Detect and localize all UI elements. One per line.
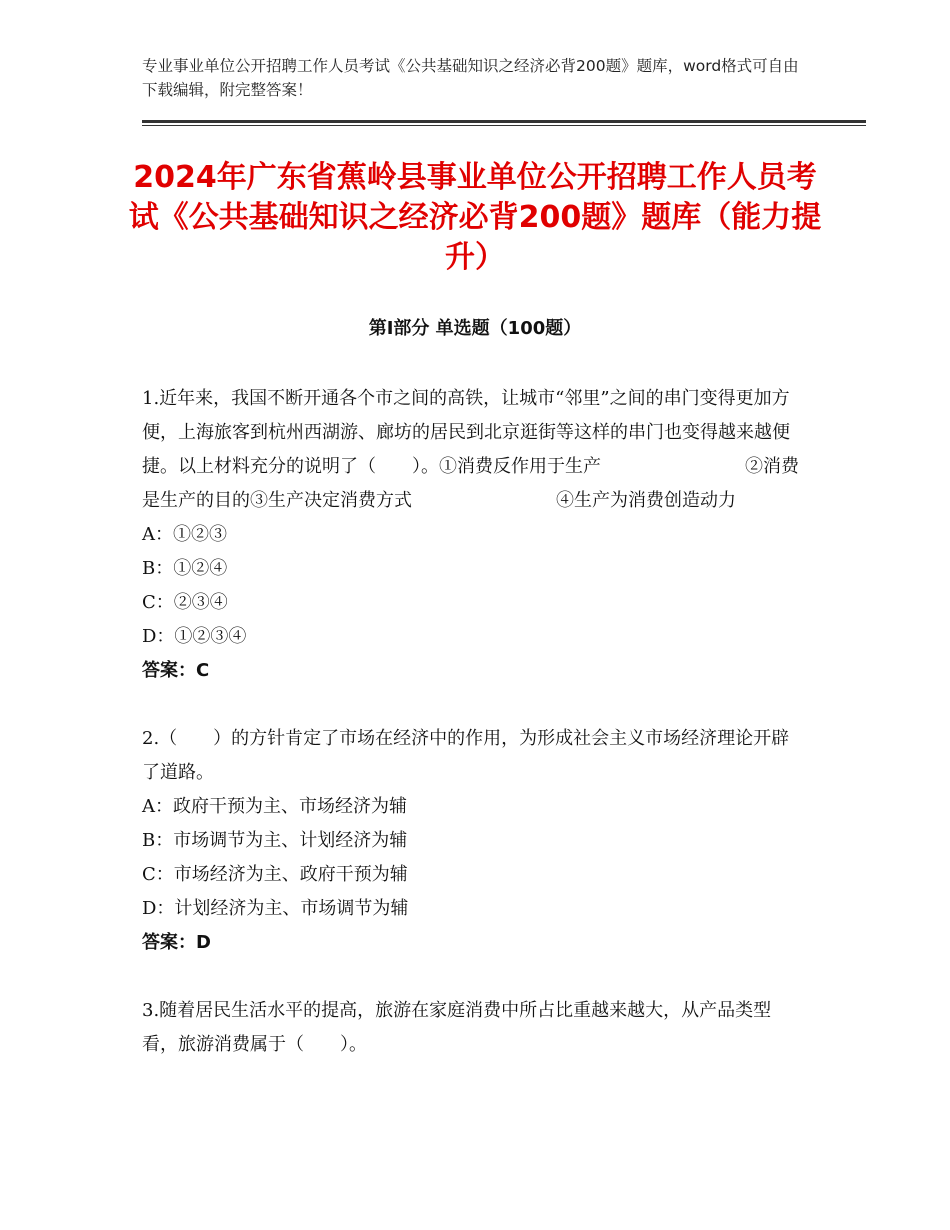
option-c: C：市场经济为主、政府干预为辅 xyxy=(142,864,408,885)
question-2 xyxy=(142,722,802,960)
header-divider-thin xyxy=(142,125,866,126)
question-spacer xyxy=(142,960,802,994)
question-list xyxy=(142,382,802,1062)
answer-label: 答案：C xyxy=(142,660,210,681)
option-d: D：①②③④ xyxy=(142,626,247,647)
question-spacer xyxy=(142,688,802,722)
header-note: 专业事业单位公开招聘工作人员考试《公共基础知识之经济必背200题》题库，word格式可自由下载编辑，附完整答案！ xyxy=(142,57,799,99)
option-a: A：政府干预为主、市场经济为辅 xyxy=(142,796,407,817)
section-heading: 第Ⅰ部分 单选题（100题） xyxy=(368,318,582,339)
option-a: A：①②③ xyxy=(142,524,227,545)
answer-label: 答案：D xyxy=(142,932,211,953)
header-divider-thick xyxy=(142,120,866,123)
option-b: B：①②④ xyxy=(142,558,228,579)
document-title: 2024年广东省蕉岭县事业单位公开招聘工作人员考试《公共基础知识之经济必背200题》题库（能力提升） xyxy=(128,160,822,275)
question-stem: 1.近年来，我国不断开通各个市之间的高铁，让城市“邻里”之间的串门变得更加方便，上海旅客到杭州西湖游、廊坊的居民到北京逛街等这样的串门也变得越来越便捷。以上材料充分的说明了（ ）。①消费反作用于生产 ②消费是生产的目的③生产决定消费方式 ④生产为消费创造动力 xyxy=(142,388,799,511)
question-stem: 3.随着居民生活水平的提高，旅游在家庭消费中所占比重越来越大，从产品类型看，旅游消费属于（ ）。 xyxy=(142,1000,772,1055)
question-3 xyxy=(142,994,802,1062)
option-c: C：②③④ xyxy=(142,592,228,613)
option-b: B：市场调节为主、计划经济为辅 xyxy=(142,830,408,851)
question-stem: 2.（ ）的方针肯定了市场在经济中的作用，为形成社会主义市场经济理论开辟了道路。 xyxy=(142,728,790,783)
option-d: D：计划经济为主、市场调节为辅 xyxy=(142,898,409,919)
question-1 xyxy=(142,382,802,688)
